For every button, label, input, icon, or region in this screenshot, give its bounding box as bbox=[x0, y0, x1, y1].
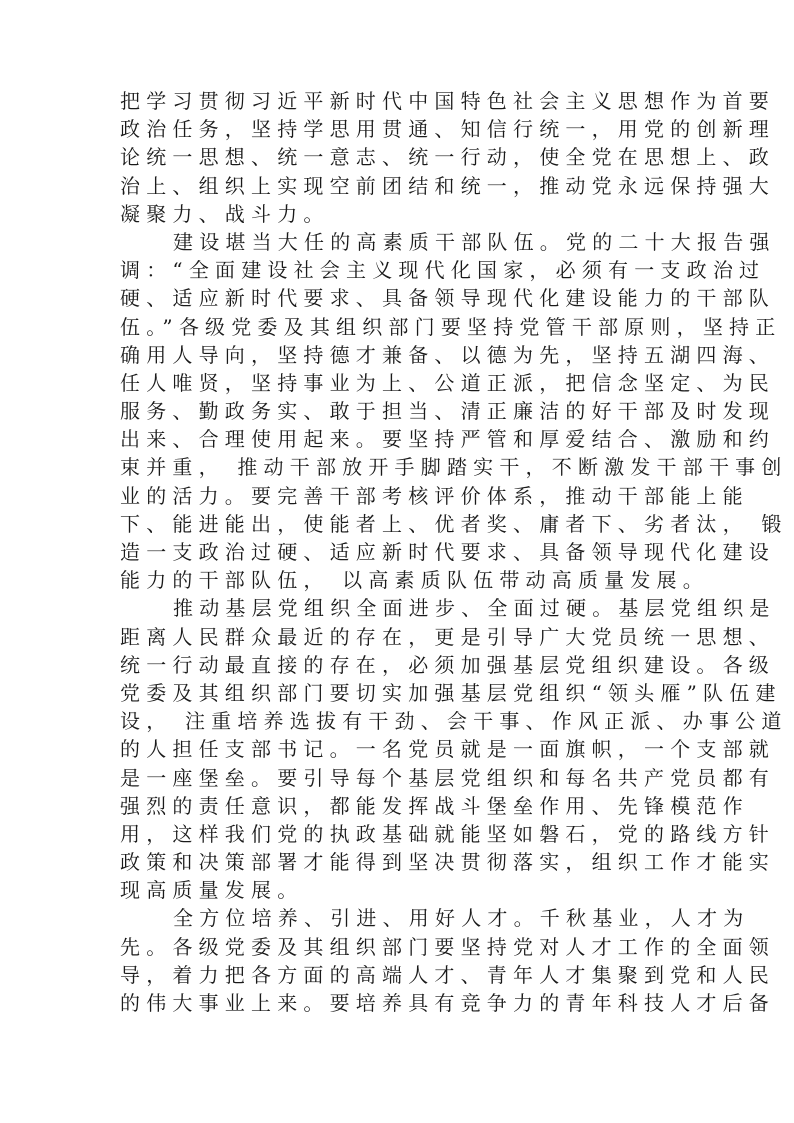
text-line: 治上、组织上实现空前团结和统一，推动党永远保持强大 bbox=[120, 173, 775, 198]
text-line: 统一行动最直接的存在，必须加强基层党组织建设。各级 bbox=[120, 652, 775, 677]
text-line: 政治任务，坚持学思用贯通、知信行统一，用党的创新理 bbox=[120, 117, 775, 142]
text-line: 硬、适应新时代要求、具备领导现代化建设能力的干部队 bbox=[120, 286, 775, 311]
text-line: 导，着力把各方面的高端人才、青年人才集聚到党和人民 bbox=[120, 962, 775, 987]
text-line: 现高质量发展。 bbox=[120, 878, 304, 903]
text-line: 下、能进能出，使能者上、优者奖、庸者下、劣者汰， 锻 bbox=[120, 511, 788, 536]
text-line: 任人唯贤，坚持事业为上、公道正派，把信念坚定、为民 bbox=[120, 370, 775, 395]
text-line: 业的活力。要完善干部考核评价体系，推动干部能上能 bbox=[120, 483, 749, 508]
text-line: 能力的干部队伍， 以高素质队伍带动高质量发展。 bbox=[120, 568, 709, 593]
document-page bbox=[120, 87, 788, 1017]
text-line: 距离人民群众最近的存在，更是引导广大党员统一思想、 bbox=[120, 624, 775, 649]
text-line: 的伟大事业上来。要培养具有竞争力的青年科技人才后备 bbox=[120, 991, 775, 1015]
text-line: 服务、勤政务实、敢于担当、清正廉洁的好干部及时发现 bbox=[120, 399, 775, 424]
text-line: 的人担任支部书记。一名党员就是一面旗帜，一个支部就 bbox=[120, 737, 775, 762]
text-line: 强烈的责任意识，都能发挥战斗堡垒作用、先锋模范作 bbox=[120, 793, 749, 818]
text-line: 设， 注重培养选拔有干劲、会干事、作风正派、办事公道 bbox=[120, 709, 788, 734]
paragraph-4 bbox=[120, 904, 775, 1017]
text-line: 确用人导向，坚持德才兼备、以德为先，坚持五湖四海、 bbox=[120, 342, 775, 367]
paragraph-1 bbox=[120, 87, 775, 228]
text-line: 把学习贯彻习近平新时代中国特色社会主义思想作为首要 bbox=[120, 89, 775, 113]
paragraph-3 bbox=[120, 594, 788, 904]
text-line: 先。各级党委及其组织部门要坚持党对人才工作的全面领 bbox=[120, 934, 775, 959]
text-line: 凝聚力、战斗力。 bbox=[120, 201, 330, 226]
text-line: 政策和决策部署才能得到坚决贯彻落实，组织工作才能实 bbox=[120, 850, 775, 875]
text-line: 论统一思想、统一意志、统一行动，使全党在思想上、政 bbox=[120, 145, 775, 170]
text-line: 用，这样我们党的执政基础就能坚如磐石，党的路线方针 bbox=[120, 821, 775, 846]
paragraph-2 bbox=[120, 228, 788, 594]
paragraph-heading-line: 建设堪当大任的高素质干部队伍。党的二十大报告强 bbox=[173, 229, 776, 254]
text-line: 造一支政治过硬、适应新时代要求、具备领导现代化建设 bbox=[120, 540, 775, 564]
text-line: 伍。”各级党委及其组织部门要坚持党管干部原则，坚持正 bbox=[120, 314, 782, 339]
text-line: 束并重， 推动干部放开手脚踏实干，不断激发干部干事创 bbox=[120, 455, 788, 480]
text-line: 调：“全面建设社会主义现代化国家，必须有一支政治过 bbox=[120, 258, 766, 283]
text-line: 党委及其组织部门要切实加强基层党组织“领头雁”队伍建 bbox=[120, 680, 782, 705]
text-line: 出来、合理使用起来。要坚持严管和厚爱结合、激励和约 bbox=[120, 427, 775, 452]
text-line: 是一座堡垒。要引导每个基层党组织和每名共产党员都有 bbox=[120, 765, 775, 790]
paragraph-heading-line: 全方位培养、引进、用好人才。千秋基业，人才为 bbox=[173, 906, 750, 931]
paragraph-heading-line: 推动基层党组织全面进步、全面过硬。基层党组织是 bbox=[173, 596, 776, 621]
